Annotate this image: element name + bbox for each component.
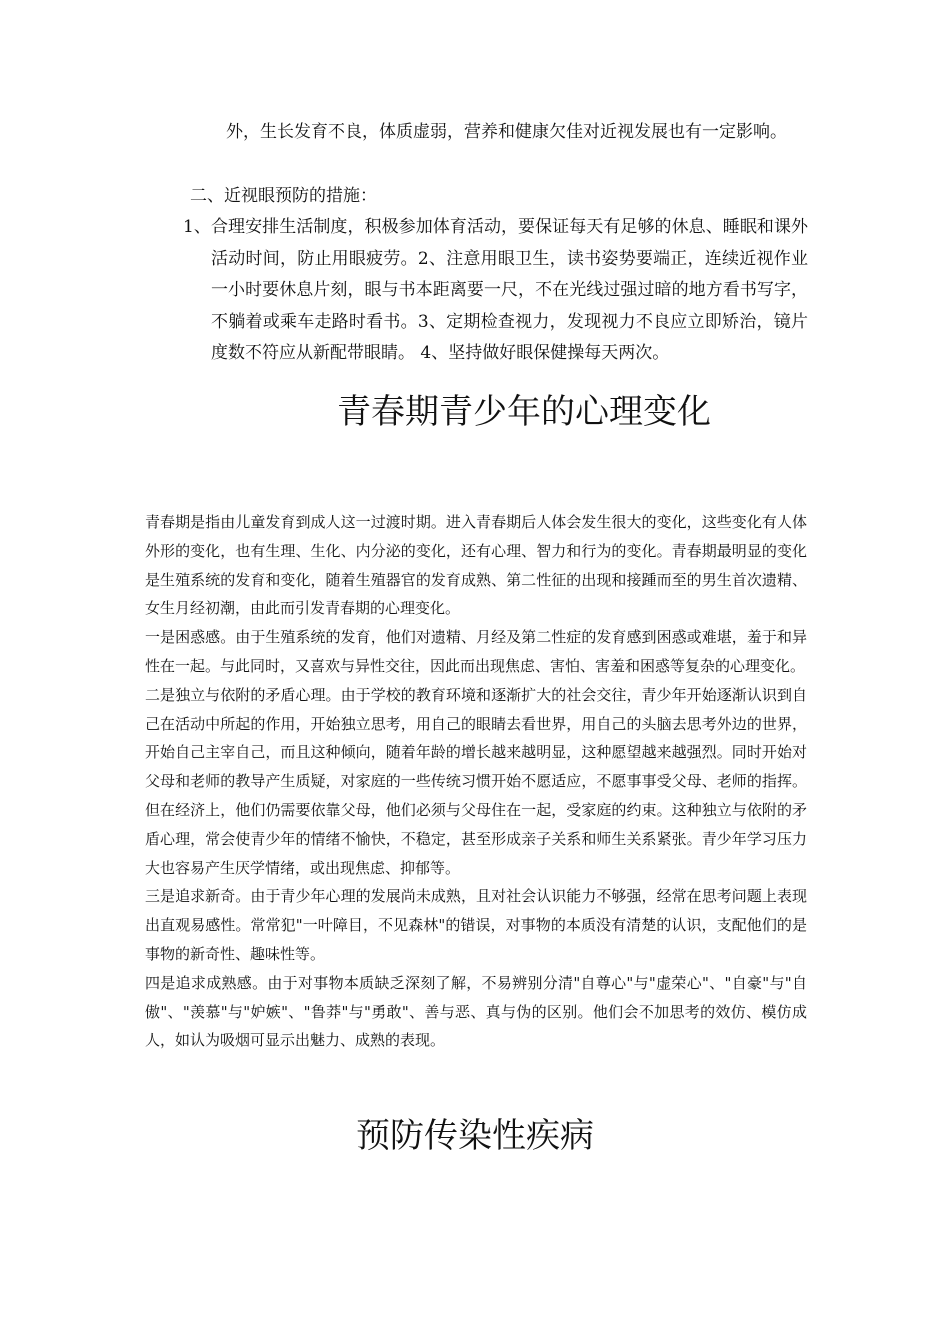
article-paragraph: 一是困惑感。由于生殖系统的发育，他们对遗精、月经及第二性症的发育感到困惑或难堪，羞于和异性在一起。与此同时，又喜欢与异性交往，因此而出现焦虑、害怕、害羞和困惑等复杂的心理变化。 — [145, 628, 807, 675]
article-paragraph: 四是追求成熟感。由于对事物本质缺乏深刻了解，不易辨别分清"自尊心"与"虚荣心"、"自豪"与"自傲"、"羡慕"与"妒嫉"、"鲁莽"与"勇敢"、善与恶、真与伪的区别。他们会不加思考的效仿、模仿成人，如认为吸烟可显示出魅力、成熟的表现。 — [145, 973, 807, 1050]
list-item-number: 1、 — [183, 217, 211, 237]
list-item-text: 合理安排生活制度，积极参加体育活动，要保证每天有足够的休息、睡眠和课外活动时间，防止用眼疲劳。2、注意用眼卫生，读书姿势要端正，连续近视作业一小时要休息片刻，眼与书本距离要一尺，不在光线过强过暗的地方看书写字，不躺着或乘车走路时看书。3、定期检查视力，发现视力不良应立即矫治，镜片度数不符应从新配带眼睛。 4、坚持做好眼保健操每天两次。 — [211, 217, 808, 363]
article-title-infectious-disease: 预防传染性疾病 — [356, 1116, 594, 1156]
list-item-1 — [183, 212, 808, 370]
article-title-adolescent-psychology: 青春期青少年的心理变化 — [337, 392, 711, 432]
article-paragraph: 青春期是指由儿童发育到成人这一过渡时期。进入青春期后人体会发生很大的变化，这些变化有人体外形的变化，也有生理、生化、内分泌的变化，还有心理、智力和行为的变化。青春期最明显的变化是生殖系统的发育和变化，随着生殖器官的发育成熟、第二性征的出现和接踵而至的男生首次遗精、女生月经初潮，由此而引发青春期的心理变化。 — [145, 513, 807, 618]
article-paragraph: 二是独立与依附的矛盾心理。由于学校的教育环境和逐渐扩大的社会交往，青少年开始逐渐认识到自己在活动中所起的作用，开始独立思考，用自己的眼睛去看世界，用自己的头脑去思考外边的世界，开始自己主宰自己，而且这种倾向，随着年龄的增长越来越明显，这种愿望越来越强烈。同时开始对父母和老师的教导产生质疑，对家庭的一些传统习惯开始不愿适应，不愿事事受父母、老师的指挥。但在经济上，他们仍需要依靠父母，他们必须与父母住在一起，受家庭的约束。这种独立与依附的矛盾心理，常会使青少年的情绪不愉快，不稳定，甚至形成亲子关系和师生关系紧张。青少年学习压力大也容易产生厌学情绪，或出现焦虑、抑郁等。 — [145, 685, 807, 877]
article-paragraph: 三是追求新奇。由于青少年心理的发展尚未成熟，且对社会认识能力不够强，经常在思考问题上表现出直观易感性。常常犯"一叶障目，不见森林"的错误，对事物的本质没有清楚的认识，支配他们的是事物的新奇性、趣味性等。 — [145, 887, 807, 963]
section-heading-myopia-prevention: 二、近视眼预防的措施： — [190, 186, 377, 206]
article-body — [145, 508, 807, 1055]
list-item-continuation: 外，生长发育不良，体质虚弱，营养和健康欠佳对近视发展也有一定影响。 — [226, 122, 787, 142]
